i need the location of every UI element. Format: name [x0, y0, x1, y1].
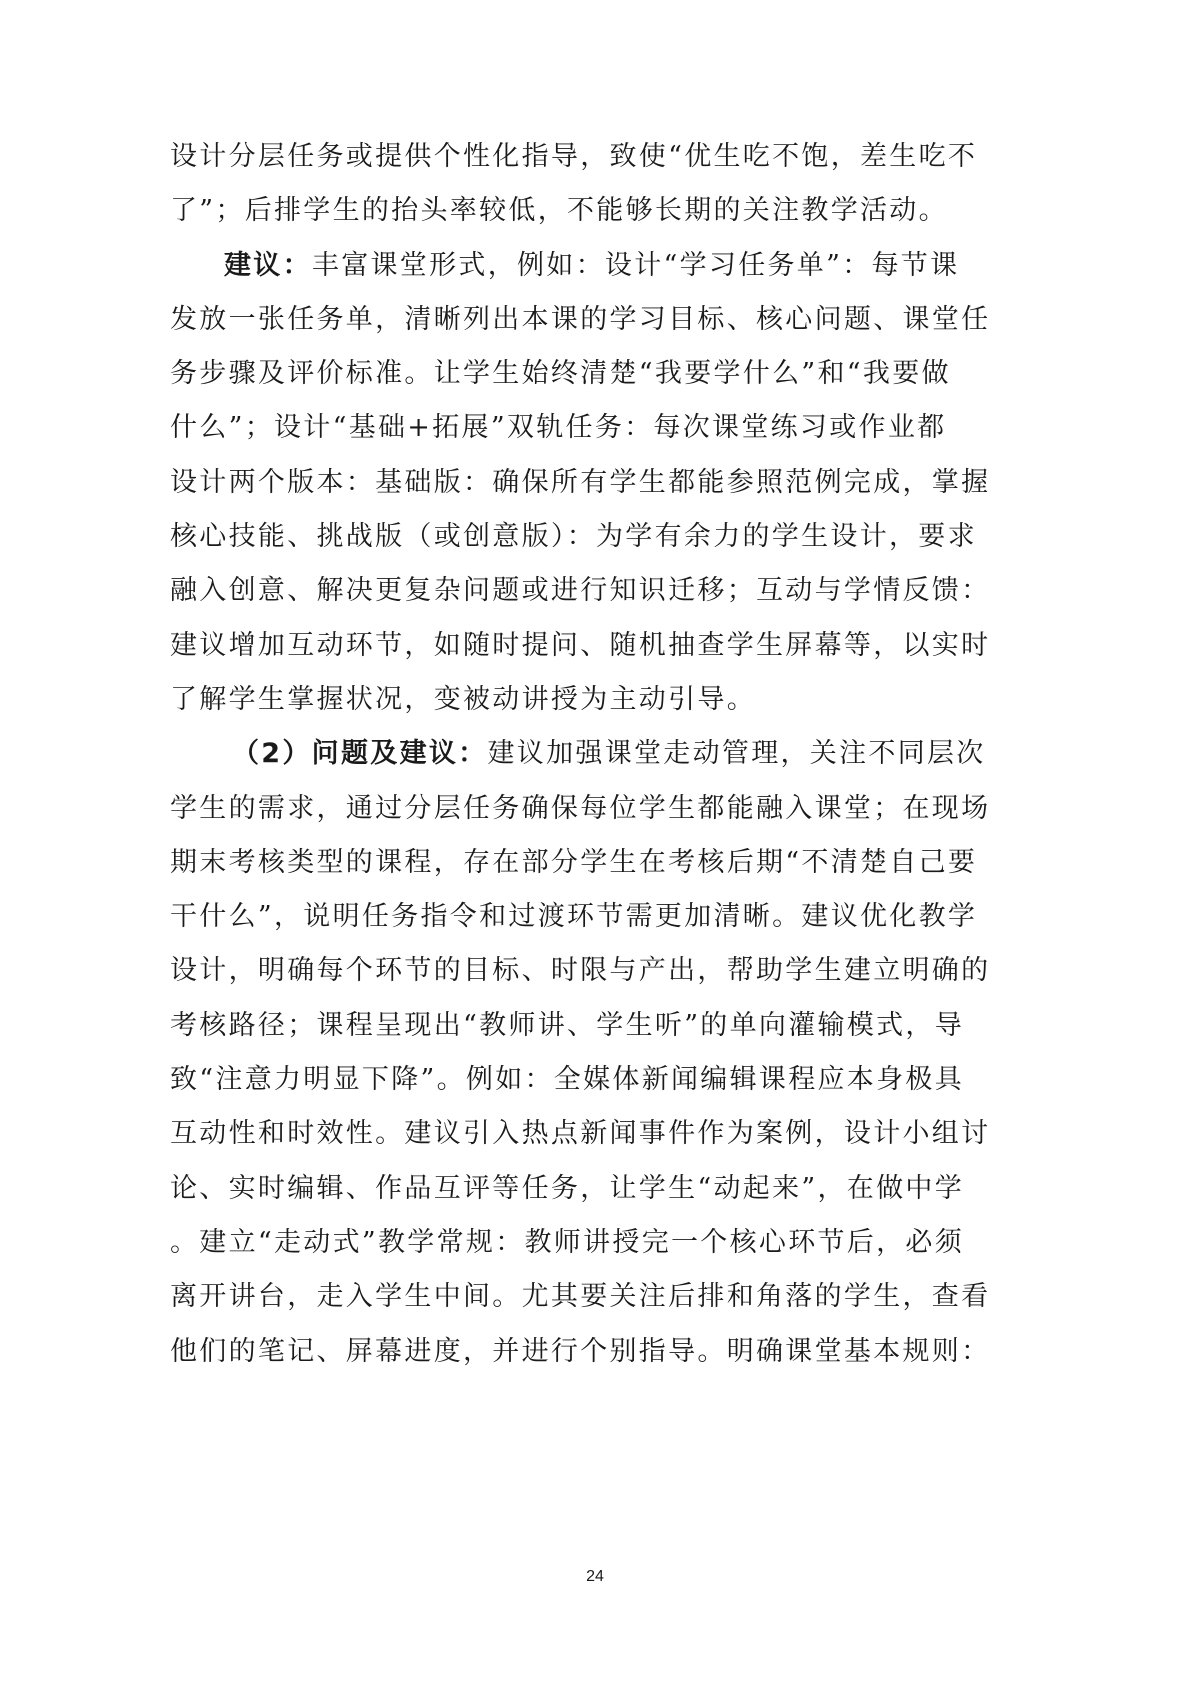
- body-text: [170, 130, 991, 1379]
- text-line: 他们的笔记、屏幕进度，并进行个别指导。明确课堂基本规则：: [170, 1335, 991, 1367]
- text-line: 融入创意、解决更复杂问题或进行知识迁移；互动与学情反馈：: [170, 575, 991, 607]
- page-number: 24: [586, 1568, 604, 1585]
- text-line: 干什么”，说明任务指令和过渡环节需更加清晰。建议优化教学: [170, 901, 978, 933]
- text-line: 了”；后排学生的抬头率较低，不能够长期的关注教学活动。: [170, 195, 948, 227]
- section-heading-label: （2）问题及建议：: [232, 738, 488, 770]
- text-line: 什么”；设计“基础+拓展”双轨任务：每次课堂练习或作业都: [170, 412, 947, 444]
- section-2-paragraph-start: [170, 727, 986, 781]
- text-run: 丰富课堂形式，例如：设计“学习任务单”：每节课: [311, 249, 960, 281]
- text-line: 学生的需求，通过分层任务确保每位学生都能融入课堂；在现场: [170, 792, 991, 824]
- text-run: 建议加强课堂走动管理，关注不同层次: [487, 738, 986, 770]
- text-line: 务步骤及评价标准。让学生始终清楚“我要学什么”和“我要做: [170, 358, 951, 390]
- text-line: 建议增加互动环节，如随时提问、随机抽查学生屏幕等，以实时: [170, 629, 991, 661]
- text-line: 核心技能、挑战版（或创意版）：为学有余力的学生设计，要求: [170, 521, 977, 553]
- text-line: 设计，明确每个环节的目标、时限与产出，帮助学生建立明确的: [170, 955, 991, 987]
- suggestion-label: 建议：: [224, 249, 312, 281]
- text-line: 致“注意力明显下降”。例如：全媒体新闻编辑课程应本身极具: [170, 1064, 965, 1096]
- text-line: 。建立“走动式”教学常规：教师讲授完一个核心环节后，必须: [170, 1226, 965, 1258]
- text-line: 设计分层任务或提供个性化指导，致使“优生吃不饱，差生吃不: [170, 141, 978, 172]
- text-line: 论、实时编辑、作品互评等任务，让学生“动起来”，在做中学: [170, 1172, 965, 1204]
- text-line: 期末考核类型的课程，存在部分学生在考核后期“不清楚自己要: [170, 846, 978, 878]
- text-line: 离开讲台，走入学生中间。尤其要关注后排和角落的学生，查看: [170, 1281, 991, 1313]
- text-line: 互动性和时效性。建议引入热点新闻事件作为案例，设计小组讨: [170, 1118, 991, 1150]
- text-line: 设计两个版本：基础版：确保所有学生都能参照范例完成，掌握: [170, 466, 991, 498]
- text-line: 发放一张任务单，清晰列出本课的学习目标、核心问题、课堂任: [170, 303, 991, 335]
- text-line: 考核路径；课程呈现出“教师讲、学生听”的单向灌输模式，导: [170, 1009, 965, 1041]
- suggestion-paragraph-start: [170, 239, 960, 293]
- text-line: 了解学生掌握状况，变被动讲授为主动引导。: [170, 683, 756, 715]
